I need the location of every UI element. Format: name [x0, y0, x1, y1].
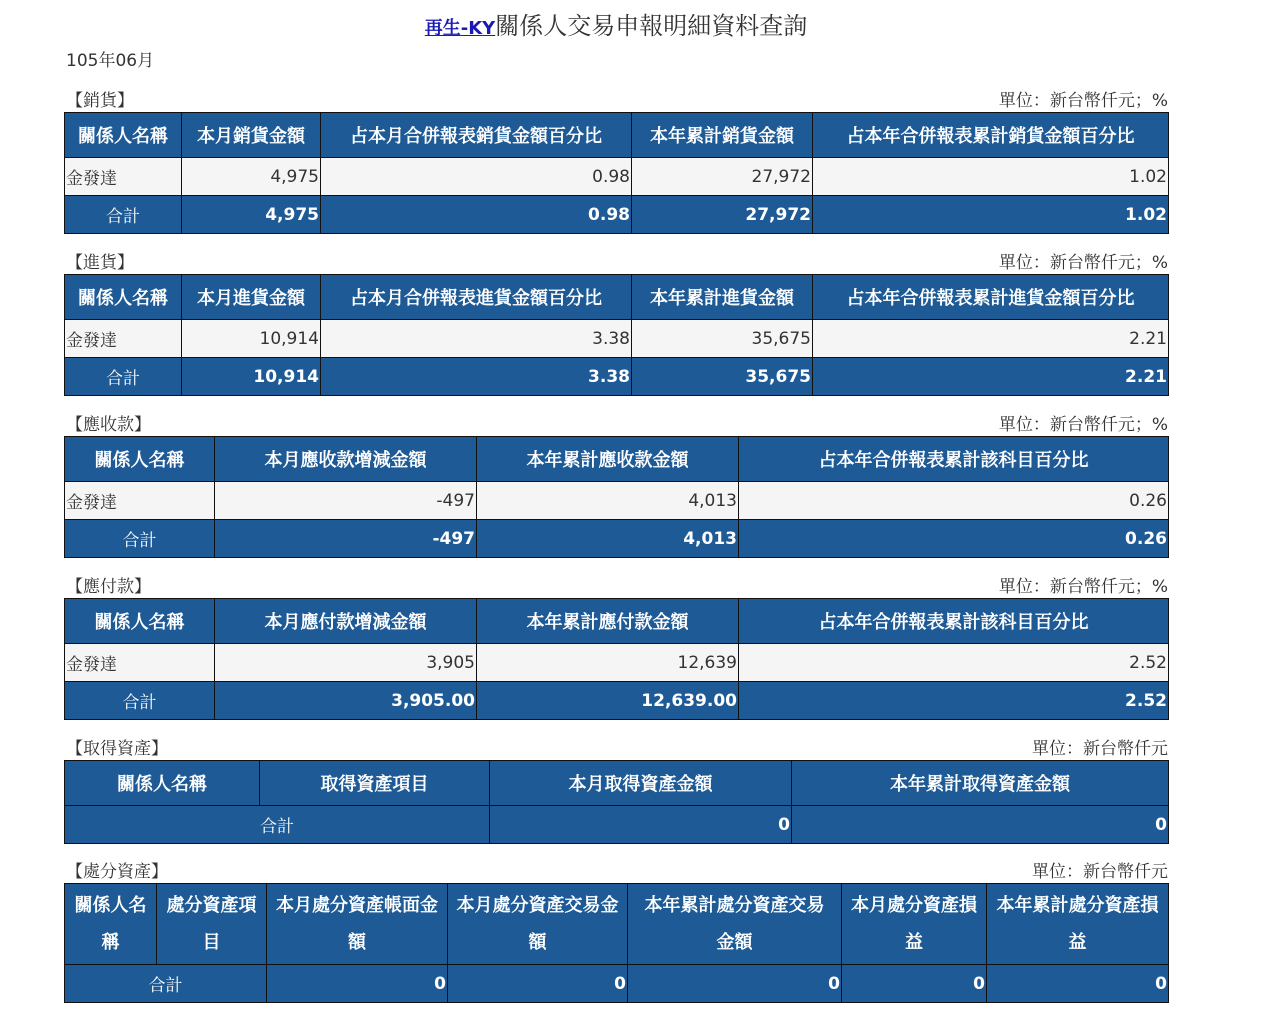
total-cell: 12,639.00 [477, 682, 739, 720]
report-period: 105年06月 [66, 51, 155, 71]
column-header: 關係人名稱 [65, 437, 215, 482]
total-cell: 0 [842, 965, 987, 1003]
total-cell: 3,905.00 [215, 682, 477, 720]
column-header: 關係人名 稱 [65, 884, 157, 965]
total-row [65, 520, 1169, 558]
total-cell: 10,914 [182, 358, 321, 396]
unit-label: 單位：新台幣仟元；% [998, 253, 1168, 273]
total-cell: 0 [267, 965, 448, 1003]
total-label: 合計 [65, 806, 490, 844]
section-title: 【處分資產】 [66, 862, 168, 882]
column-header: 本月處分資產損 益 [842, 884, 987, 965]
total-cell: 0 [448, 965, 628, 1003]
column-header: 占本年合併報表累計進貨金額百分比 [813, 275, 1169, 320]
purchases-table [64, 274, 1169, 396]
total-row [65, 965, 1169, 1003]
column-header: 占本月合併報表銷貨金額百分比 [321, 113, 632, 158]
column-header: 本年累計取得資產金額 [792, 761, 1169, 806]
total-cell: -497 [215, 520, 477, 558]
party-name: 金發達 [65, 644, 215, 682]
column-header: 本月應收款增減金額 [215, 437, 477, 482]
column-header: 關係人名稱 [65, 275, 182, 320]
total-cell: 27,972 [632, 196, 813, 234]
table-cell: 10,914 [182, 320, 321, 358]
column-header: 本年累計應收款金額 [477, 437, 739, 482]
column-header: 本月銷貨金額 [182, 113, 321, 158]
total-cell: 1.02 [813, 196, 1169, 234]
purchases-section [64, 246, 1168, 396]
total-row [65, 682, 1169, 720]
total-cell: 0 [792, 806, 1169, 844]
total-label: 合計 [65, 965, 267, 1003]
section-title: 【取得資產】 [66, 739, 168, 759]
total-cell: 3.38 [321, 358, 632, 396]
total-cell: 0.26 [739, 520, 1169, 558]
total-label: 合計 [65, 196, 182, 234]
total-cell: 0 [490, 806, 792, 844]
section-title: 【進貨】 [66, 253, 134, 273]
total-cell: 0 [628, 965, 842, 1003]
total-row [65, 806, 1169, 844]
column-header: 本月應付款增減金額 [215, 599, 477, 644]
total-cell: 4,013 [477, 520, 739, 558]
total-row [65, 196, 1169, 234]
total-cell: 2.52 [739, 682, 1169, 720]
table-cell: 4,975 [182, 158, 321, 196]
unit-label: 單位：新台幣仟元；% [998, 415, 1168, 435]
total-cell: 2.21 [813, 358, 1169, 396]
total-cell: 0.98 [321, 196, 632, 234]
payables-section [64, 570, 1168, 720]
total-cell: 4,975 [182, 196, 321, 234]
table-row [65, 644, 1169, 682]
column-header: 本月處分資產帳面金 額 [267, 884, 448, 965]
table-cell: 1.02 [813, 158, 1169, 196]
table-cell: 0.98 [321, 158, 632, 196]
total-cell: 0 [987, 965, 1169, 1003]
column-header: 占本年合併報表累計銷貨金額百分比 [813, 113, 1169, 158]
table-cell: 4,013 [477, 482, 739, 520]
party-name: 金發達 [65, 482, 215, 520]
table-row [65, 482, 1169, 520]
disposals-table [64, 883, 1169, 1003]
column-header: 關係人名稱 [65, 599, 215, 644]
page-title [0, 6, 1232, 41]
acquisitions-table [64, 760, 1169, 844]
table-cell: 2.21 [813, 320, 1169, 358]
unit-label: 單位：新台幣仟元；% [998, 577, 1168, 597]
column-header: 本年累計銷貨金額 [632, 113, 813, 158]
table-cell: 35,675 [632, 320, 813, 358]
unit-label: 單位：新台幣仟元；% [998, 91, 1168, 111]
table-cell: 12,639 [477, 644, 739, 682]
table-row [65, 320, 1169, 358]
party-name: 金發達 [65, 320, 182, 358]
party-name: 金發達 [65, 158, 182, 196]
disposals-section [64, 855, 1168, 1003]
table-row [65, 158, 1169, 196]
company-link[interactable]: 再生-KY [424, 18, 496, 39]
receivables-table [64, 436, 1169, 558]
acquisitions-section [64, 732, 1168, 844]
receivables-section [64, 408, 1168, 558]
section-title: 【應付款】 [66, 577, 151, 597]
column-header: 處分資產項 目 [157, 884, 267, 965]
column-header: 本年累計處分資產損 益 [987, 884, 1169, 965]
column-header: 本月進貨金額 [182, 275, 321, 320]
column-header: 本年累計應付款金額 [477, 599, 739, 644]
column-header: 本月取得資產金額 [490, 761, 792, 806]
column-header: 占本年合併報表累計該科目百分比 [739, 437, 1169, 482]
section-title: 【銷貨】 [66, 91, 134, 111]
table-cell: 27,972 [632, 158, 813, 196]
total-label: 合計 [65, 358, 182, 396]
payables-table [64, 598, 1169, 720]
table-cell: -497 [215, 482, 477, 520]
column-header: 占本月合併報表進貨金額百分比 [321, 275, 632, 320]
table-cell: 3.38 [321, 320, 632, 358]
total-cell: 35,675 [632, 358, 813, 396]
column-header: 取得資產項目 [260, 761, 490, 806]
column-header: 本月處分資產交易金 額 [448, 884, 628, 965]
report-title: 關係人交易申報明細資料查詢 [495, 12, 808, 40]
table-cell: 0.26 [739, 482, 1169, 520]
sales-table [64, 112, 1169, 234]
column-header: 本年累計處分資產交易 金額 [628, 884, 842, 965]
table-cell: 3,905 [215, 644, 477, 682]
table-cell: 2.52 [739, 644, 1169, 682]
total-label: 合計 [65, 682, 215, 720]
unit-label: 單位：新台幣仟元 [1032, 739, 1168, 759]
column-header: 關係人名稱 [65, 113, 182, 158]
column-header: 關係人名稱 [65, 761, 260, 806]
column-header: 占本年合併報表累計該科目百分比 [739, 599, 1169, 644]
total-row [65, 358, 1169, 396]
column-header: 本年累計進貨金額 [632, 275, 813, 320]
total-label: 合計 [65, 520, 215, 558]
section-title: 【應收款】 [66, 415, 151, 435]
unit-label: 單位：新台幣仟元 [1032, 862, 1168, 882]
sales-section [64, 84, 1168, 234]
